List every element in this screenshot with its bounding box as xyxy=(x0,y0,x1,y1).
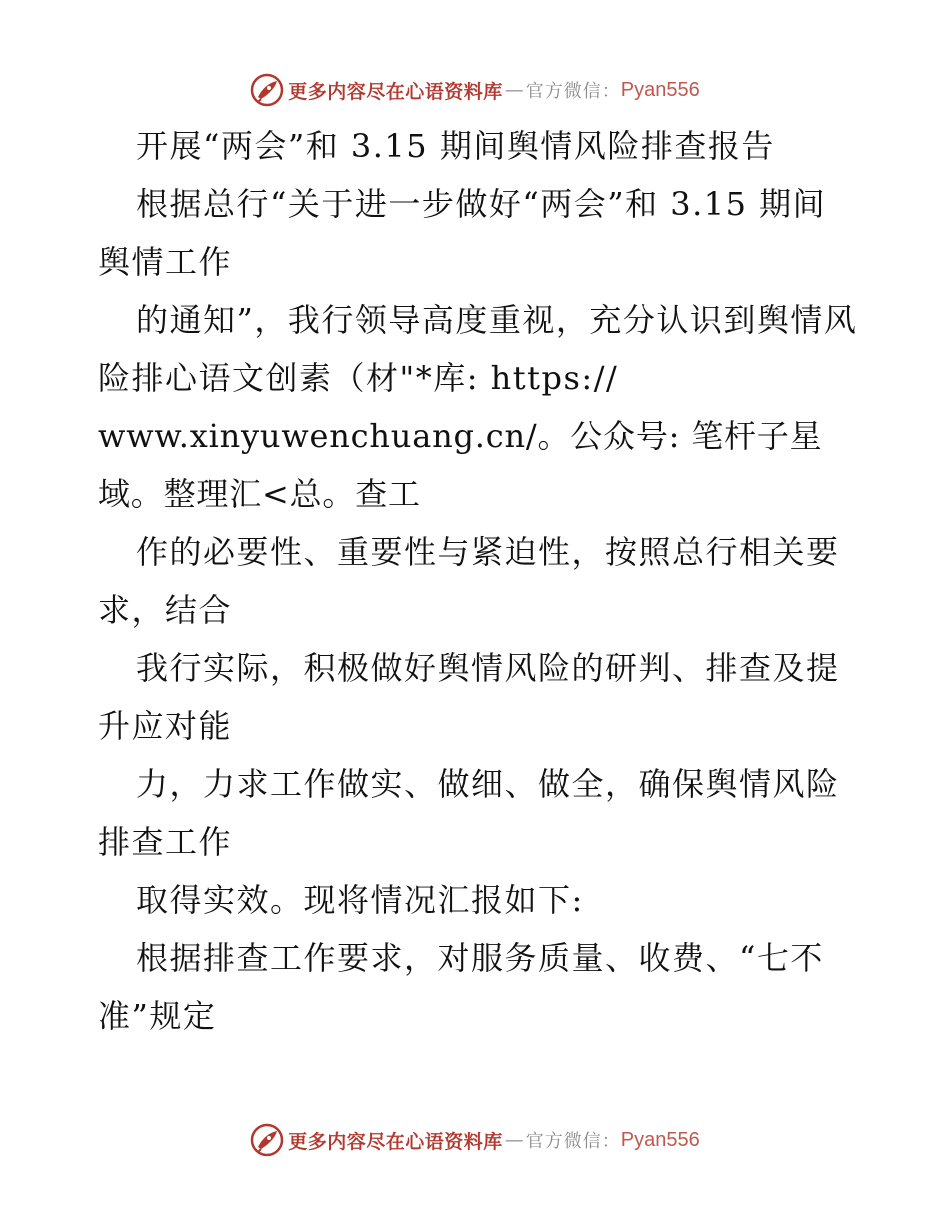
document-body xyxy=(98,117,858,1045)
footer-banner xyxy=(0,1120,950,1160)
footer-brand-text: 更多内容尽在心语资料库 xyxy=(288,1130,503,1153)
paragraph-line: 力，力求工作做实、做细、做全，确保舆情风险排查工作 xyxy=(98,765,840,861)
paragraph-line: 我行实际，积极做好舆情风险的研判、排查及提升应对能 xyxy=(98,649,840,745)
footer-wechat-id: Pyan556 xyxy=(620,1128,700,1151)
paragraph-line: www.xinyuwenchuang.cn/。公众号: 笔杆子星域。整理汇<总。查工 xyxy=(98,417,823,513)
paragraph-line: 根据总行“关于进一步做好“两会”和 3.15 期间舆情工作 xyxy=(98,185,827,281)
paragraph-line: 根据排查工作要求，对服务质量、收费、“七不准”规定 xyxy=(98,939,824,1035)
footer-wechat-label: 官方微信： xyxy=(525,1131,621,1152)
header-banner xyxy=(0,70,950,110)
paragraph-line: 取得实效。现将情况汇报如下: xyxy=(136,881,584,919)
header-wechat-label: 官方微信： xyxy=(525,81,621,102)
pen-nib-logo-icon xyxy=(250,73,284,107)
document-title: 开展“两会”和 3.15 期间舆情风险排查报告 xyxy=(136,127,775,165)
paragraph-line: 的通知”，我行领导高度重视，充分认识到舆情风险排心语文创素（材"*库: https:// xyxy=(98,301,858,397)
header-wechat-id: Pyan556 xyxy=(620,78,700,101)
header-brand-text: 更多内容尽在心语资料库 xyxy=(288,80,503,103)
footer-dash: — xyxy=(504,1129,524,1151)
paragraph-line: 作的必要性、重要性与紧迫性，按照总行相关要求，结合 xyxy=(98,533,840,629)
header-dash: — xyxy=(504,79,524,101)
pen-nib-logo-icon xyxy=(250,1123,284,1157)
